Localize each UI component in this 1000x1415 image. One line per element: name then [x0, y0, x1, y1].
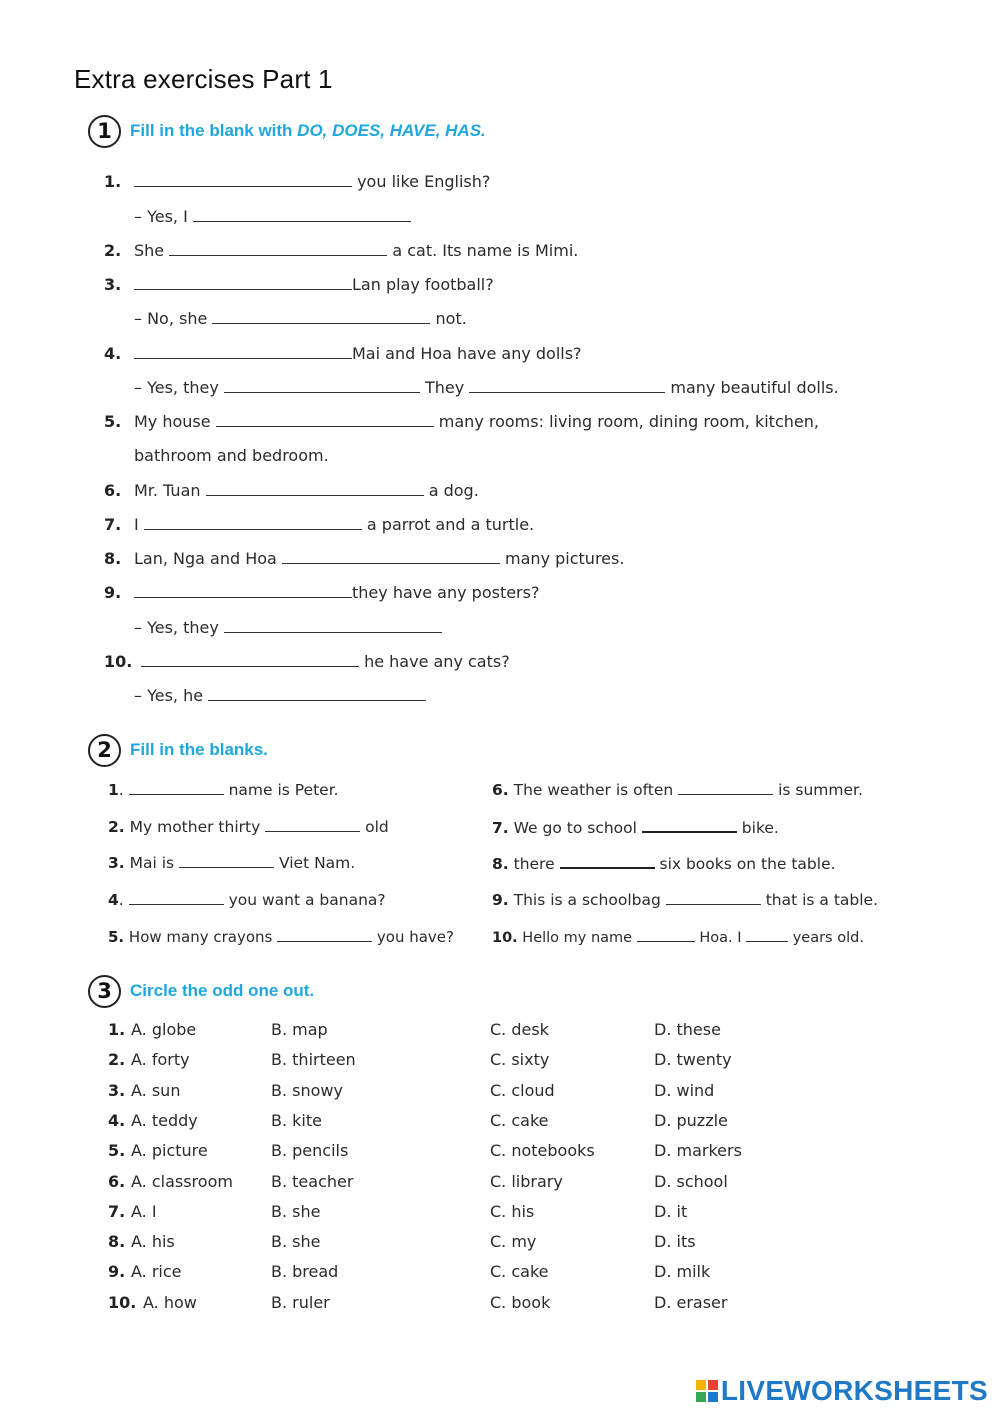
option-a[interactable]: A. globe	[131, 1020, 197, 1039]
item-number: 8.	[104, 549, 122, 568]
option-b[interactable]: B. kite	[271, 1110, 322, 1130]
item-text: is summer.	[773, 781, 863, 799]
blank-input[interactable]	[224, 378, 420, 393]
option-a[interactable]: A. rice	[131, 1262, 182, 1282]
page-title: Extra exercises Part 1	[74, 64, 333, 94]
item-sep: .	[118, 891, 129, 909]
liveworksheets-logo-icon	[696, 1380, 718, 1402]
option-d[interactable]: D. markers	[654, 1141, 742, 1161]
option-a[interactable]: A. how	[143, 1292, 197, 1312]
item-number: 5.	[108, 928, 125, 946]
option-c[interactable]: C. cake	[490, 1262, 549, 1282]
item-text: My house	[134, 412, 216, 431]
blank-input[interactable]	[134, 172, 352, 187]
option-d[interactable]: D. milk	[654, 1262, 711, 1282]
blank-input[interactable]	[134, 344, 352, 359]
option-b[interactable]: B. she	[271, 1201, 321, 1221]
option-c[interactable]: C. his	[490, 1201, 535, 1221]
ex1-item-4-answer	[134, 378, 839, 398]
option-d[interactable]: D. twenty	[654, 1050, 732, 1070]
item-text: bike.	[736, 819, 779, 837]
item-text: Mr. Tuan	[134, 481, 206, 500]
blank-input[interactable]	[129, 890, 224, 905]
item-text: years old.	[788, 930, 864, 946]
option-a[interactable]: A. sun	[131, 1080, 181, 1100]
item-text: How many crayons	[128, 928, 278, 946]
blank-input[interactable]	[206, 481, 424, 496]
blank-input[interactable]	[134, 275, 352, 290]
item-text: They	[419, 378, 470, 397]
item-text: there	[513, 855, 560, 873]
item-number: 7.	[108, 1201, 126, 1221]
item-text: six books on the table.	[654, 855, 836, 873]
ex2-item-4	[108, 890, 386, 910]
item-text: you want a banana?	[223, 891, 386, 909]
item-text: She	[134, 241, 170, 260]
item-number: 2.	[108, 1050, 126, 1070]
blank-input[interactable]	[469, 378, 665, 393]
item-number: 4.	[108, 1110, 126, 1130]
blank-input[interactable]	[746, 927, 788, 942]
item-text: bathroom and bedroom.	[134, 446, 329, 465]
ex2-item-2	[108, 817, 389, 837]
item-text: a cat. Its name is Mimi.	[387, 241, 579, 260]
item-text: many pictures.	[499, 549, 625, 568]
item-number: 4.	[104, 344, 122, 363]
item-number: 6.	[108, 1171, 126, 1191]
item-number: 10.	[104, 652, 133, 671]
item-text: My mother thirty	[129, 818, 266, 836]
item-number: 9.	[104, 583, 122, 602]
blank-input[interactable]	[212, 309, 430, 324]
item-number: 1.	[104, 172, 122, 191]
item-text: Mai is	[129, 854, 180, 872]
item-sep: .	[118, 781, 129, 799]
item-number: 10.	[492, 930, 518, 946]
option-c[interactable]: C. library	[490, 1171, 563, 1191]
item-number: 9.	[492, 891, 509, 909]
item-number: 3.	[108, 854, 125, 872]
blank-input[interactable]	[134, 583, 352, 598]
ex1-item-1-answer	[134, 207, 411, 227]
item-number: 8.	[108, 1232, 126, 1252]
section-3-number: 3	[88, 975, 121, 1008]
ex1-item-5-cont	[134, 446, 329, 466]
blank-input[interactable]	[141, 652, 359, 667]
option-c[interactable]: C. desk	[490, 1020, 549, 1039]
option-b[interactable]: B. teacher	[271, 1171, 354, 1191]
ex2-item-1	[108, 780, 339, 800]
item-text: a parrot and a turtle.	[361, 515, 535, 534]
option-b[interactable]: B. bread	[271, 1262, 339, 1282]
liveworksheets-logo	[696, 1375, 988, 1407]
item-text: – No, she	[134, 309, 213, 328]
item-number: 5.	[108, 1141, 126, 1161]
section-1-number: 1	[88, 115, 121, 148]
option-c[interactable]: C. sixty	[490, 1050, 550, 1070]
item-number: 7.	[104, 515, 122, 534]
option-c[interactable]: C. notebooks	[490, 1141, 595, 1161]
item-number: 6.	[492, 781, 509, 799]
item-text: Mai and Hoa have any dolls?	[352, 344, 582, 363]
section-1-title: Fill in the blank with DO, DOES, HAVE, HAS.	[130, 121, 486, 140]
blank-input[interactable]	[277, 927, 372, 942]
item-text: Hello my name	[522, 930, 637, 946]
item-text: he have any cats?	[359, 652, 510, 671]
item-text: name is Peter.	[223, 781, 339, 799]
section-1-header	[88, 112, 486, 150]
ex1-item-10-answer	[134, 686, 426, 706]
blank-input[interactable]	[216, 412, 434, 427]
item-text: – Yes, he	[134, 686, 209, 705]
item-text: Lan, Nga and Hoa	[134, 549, 282, 568]
option-c[interactable]: C. my	[490, 1232, 537, 1252]
section-3-title: Circle the odd one out.	[130, 981, 315, 1000]
ex1-item-3-answer	[134, 309, 467, 329]
option-d[interactable]: D. puzzle	[654, 1110, 728, 1130]
blank-input[interactable]	[179, 853, 274, 868]
item-number: 9.	[108, 1262, 126, 1282]
item-text: The weather is often	[513, 781, 679, 799]
blank-input[interactable]	[637, 927, 695, 942]
option-d[interactable]: D. it	[654, 1201, 688, 1221]
option-b[interactable]: B. pencils	[271, 1141, 349, 1161]
item-text: that is a table.	[760, 891, 879, 909]
item-number: 1	[108, 781, 119, 799]
blank-input[interactable]	[666, 890, 761, 905]
item-text: Lan play football?	[352, 275, 494, 294]
option-a[interactable]: A. his	[131, 1232, 175, 1252]
item-text: many beautiful dolls.	[665, 378, 839, 397]
item-text: – Yes, I	[134, 207, 193, 226]
item-number: 2.	[104, 241, 122, 260]
option-c[interactable]: C. cake	[490, 1110, 549, 1130]
ex2-item-10	[492, 927, 864, 948]
option-a[interactable]: A. forty	[131, 1050, 190, 1070]
item-text: – Yes, they	[134, 378, 224, 397]
option-b[interactable]: B. thirteen	[271, 1050, 356, 1070]
section-2-header	[88, 731, 268, 769]
blank-input[interactable]	[208, 686, 426, 701]
option-c[interactable]: C. book	[490, 1292, 551, 1312]
item-text: you have?	[372, 928, 454, 946]
ex2-item-3	[108, 853, 355, 873]
item-text: many rooms: living room, dining room, kitchen,	[433, 412, 819, 431]
option-c[interactable]: C. cloud	[490, 1080, 555, 1100]
item-text: – Yes, they	[134, 618, 224, 637]
item-number: 3.	[104, 275, 122, 294]
ex2-item-8	[492, 853, 836, 874]
option-d[interactable]: D. school	[654, 1171, 728, 1191]
blank-input[interactable]	[560, 853, 655, 869]
item-number: 10.	[108, 1292, 137, 1312]
item-text: not.	[430, 309, 467, 328]
item-text: We go to school	[513, 819, 642, 837]
ex2-item-6	[492, 780, 863, 800]
blank-input[interactable]	[265, 817, 360, 832]
option-a[interactable]: A. classroom	[131, 1171, 233, 1191]
option-d[interactable]: D. its	[654, 1232, 696, 1252]
item-number: 7.	[492, 819, 509, 837]
item-text: they have any posters?	[352, 583, 540, 602]
item-number: 3.	[108, 1080, 126, 1100]
item-number: 4	[108, 891, 119, 909]
ex2-item-9	[492, 890, 878, 910]
option-a[interactable]: A. I	[131, 1201, 157, 1221]
blank-input[interactable]	[129, 780, 224, 795]
item-number: 8.	[492, 855, 509, 873]
blank-input[interactable]	[169, 241, 387, 256]
item-number: 5.	[104, 412, 122, 431]
section-2-title: Fill in the blanks.	[130, 740, 268, 759]
option-d[interactable]: D. wind	[654, 1080, 715, 1100]
option-d[interactable]: D. these	[654, 1020, 721, 1039]
blank-input[interactable]	[282, 549, 500, 564]
item-text: I	[134, 515, 144, 534]
blank-input[interactable]	[678, 780, 773, 795]
item-text: This is a schoolbag	[513, 891, 666, 909]
item-text: you like English?	[352, 172, 491, 191]
logo-text: LIVEWORKSHEETS	[720, 1375, 988, 1406]
option-d[interactable]: D. eraser	[654, 1292, 728, 1312]
item-text: a dog.	[423, 481, 479, 500]
item-text: old	[360, 818, 389, 836]
item-text: Viet Nam.	[274, 854, 356, 872]
ex2-item-7	[492, 817, 779, 838]
option-a[interactable]: A. picture	[131, 1141, 208, 1161]
option-a[interactable]: A. teddy	[131, 1110, 198, 1130]
option-b[interactable]: B. ruler	[271, 1292, 330, 1312]
blank-input[interactable]	[642, 817, 737, 833]
blank-input[interactable]	[144, 515, 362, 530]
blank-input[interactable]	[224, 618, 442, 633]
ex2-item-5	[108, 927, 454, 947]
section-2-number: 2	[88, 734, 121, 767]
option-b[interactable]: B. she	[271, 1232, 321, 1252]
section-3-header	[88, 972, 314, 1010]
option-b[interactable]: B. snowy	[271, 1080, 343, 1100]
option-b[interactable]: B. map	[271, 1020, 328, 1039]
ex1-item-9-answer	[134, 618, 442, 638]
blank-input[interactable]	[193, 207, 411, 222]
item-number: 2.	[108, 818, 125, 836]
item-text: Hoa. I	[694, 930, 747, 946]
item-number: 1.	[108, 1020, 126, 1039]
item-number: 6.	[104, 481, 122, 500]
